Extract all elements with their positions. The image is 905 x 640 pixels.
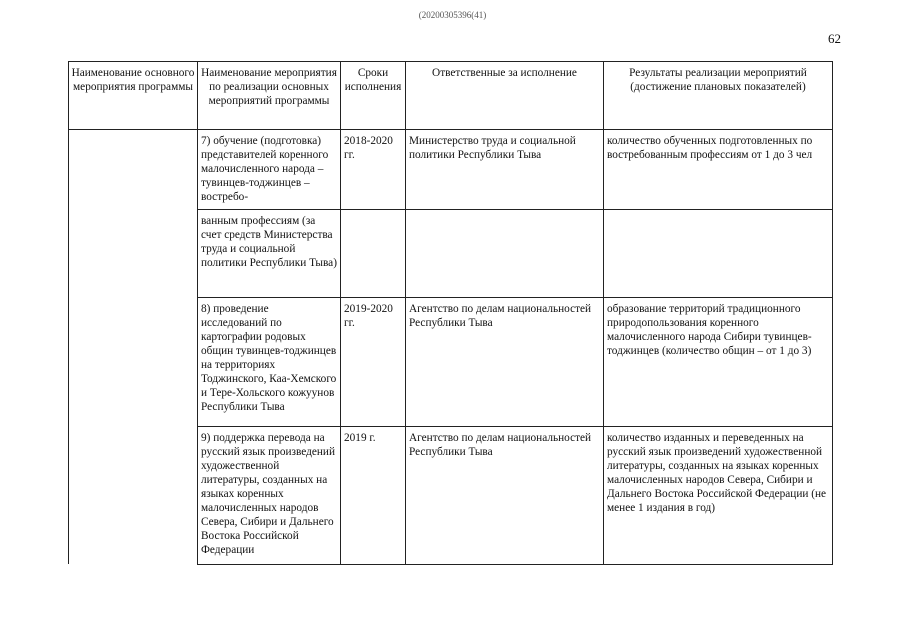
term-cell (341, 209, 406, 297)
main-activity-cell (69, 130, 198, 565)
term-cell: 2019 г. (341, 426, 406, 564)
table-row (69, 130, 833, 210)
result-cell: количество изданных и переведенных на русский язык произведений художественной литературы, созданных на языках коренных малочисленных народов Севера, Сибири и Дальнего Востока Российской Федерации (не менее 1 издания в год) (604, 426, 833, 564)
term-cell: 2018-2020 гг. (341, 130, 406, 210)
term-cell: 2019-2020 гг. (341, 297, 406, 426)
responsible-cell: Агентство по делам национальностей Республики Тыва (406, 297, 604, 426)
header-result: Результаты реализации мероприятий (достижение плановых показателей) (604, 62, 833, 130)
activity-cell: ванным профессиям (за счет средств Министерства труда и социальной политики Республики Тыва) (198, 209, 341, 297)
result-cell: образование территорий традиционного природопользования коренного малочисленного народа Сибири тувинцев-тоджинцев (количество общин – от 1 до 3) (604, 297, 833, 426)
table-header-row (69, 62, 833, 130)
activity-cell: 8) проведение исследований по картографии родовых общин тувинцев-тоджинцев на территориях Тоджинского, Каа-Хемского и Тере-Хольского кожуунов Республики Тыва (198, 297, 341, 426)
header-term: Сроки исполнения (341, 62, 406, 130)
result-cell (604, 209, 833, 297)
header-responsible: Ответственные за исполнение (406, 62, 604, 130)
activity-cell: 9) поддержка перевода на русский язык произведений художественной литературы, созданных на языках коренных малочисленных народов Севера, Сибири и Дальнего Востока Российской Федерации (198, 426, 341, 564)
responsible-cell (406, 209, 604, 297)
responsible-cell: Министерство труда и социальной политики Республики Тыва (406, 130, 604, 210)
document-id: (20200305396(41) (418, 10, 487, 20)
activity-cell: 7) обучение (подготовка) представителей коренного малочисленного народа – тувинцев-тоджинцев – востребо- (198, 130, 341, 210)
header-main-activity: Наименование основного мероприятия программы (69, 62, 198, 130)
program-activities-table (68, 61, 833, 565)
responsible-cell: Агентство по делам национальностей Республики Тыва (406, 426, 604, 564)
page-number: 62 (828, 31, 841, 46)
header-activity: Наименование мероприятия по реализации основных мероприятий программы (198, 62, 341, 130)
result-cell: количество обученных подготовленных по востребованным профессиям от 1 до 3 чел (604, 130, 833, 210)
